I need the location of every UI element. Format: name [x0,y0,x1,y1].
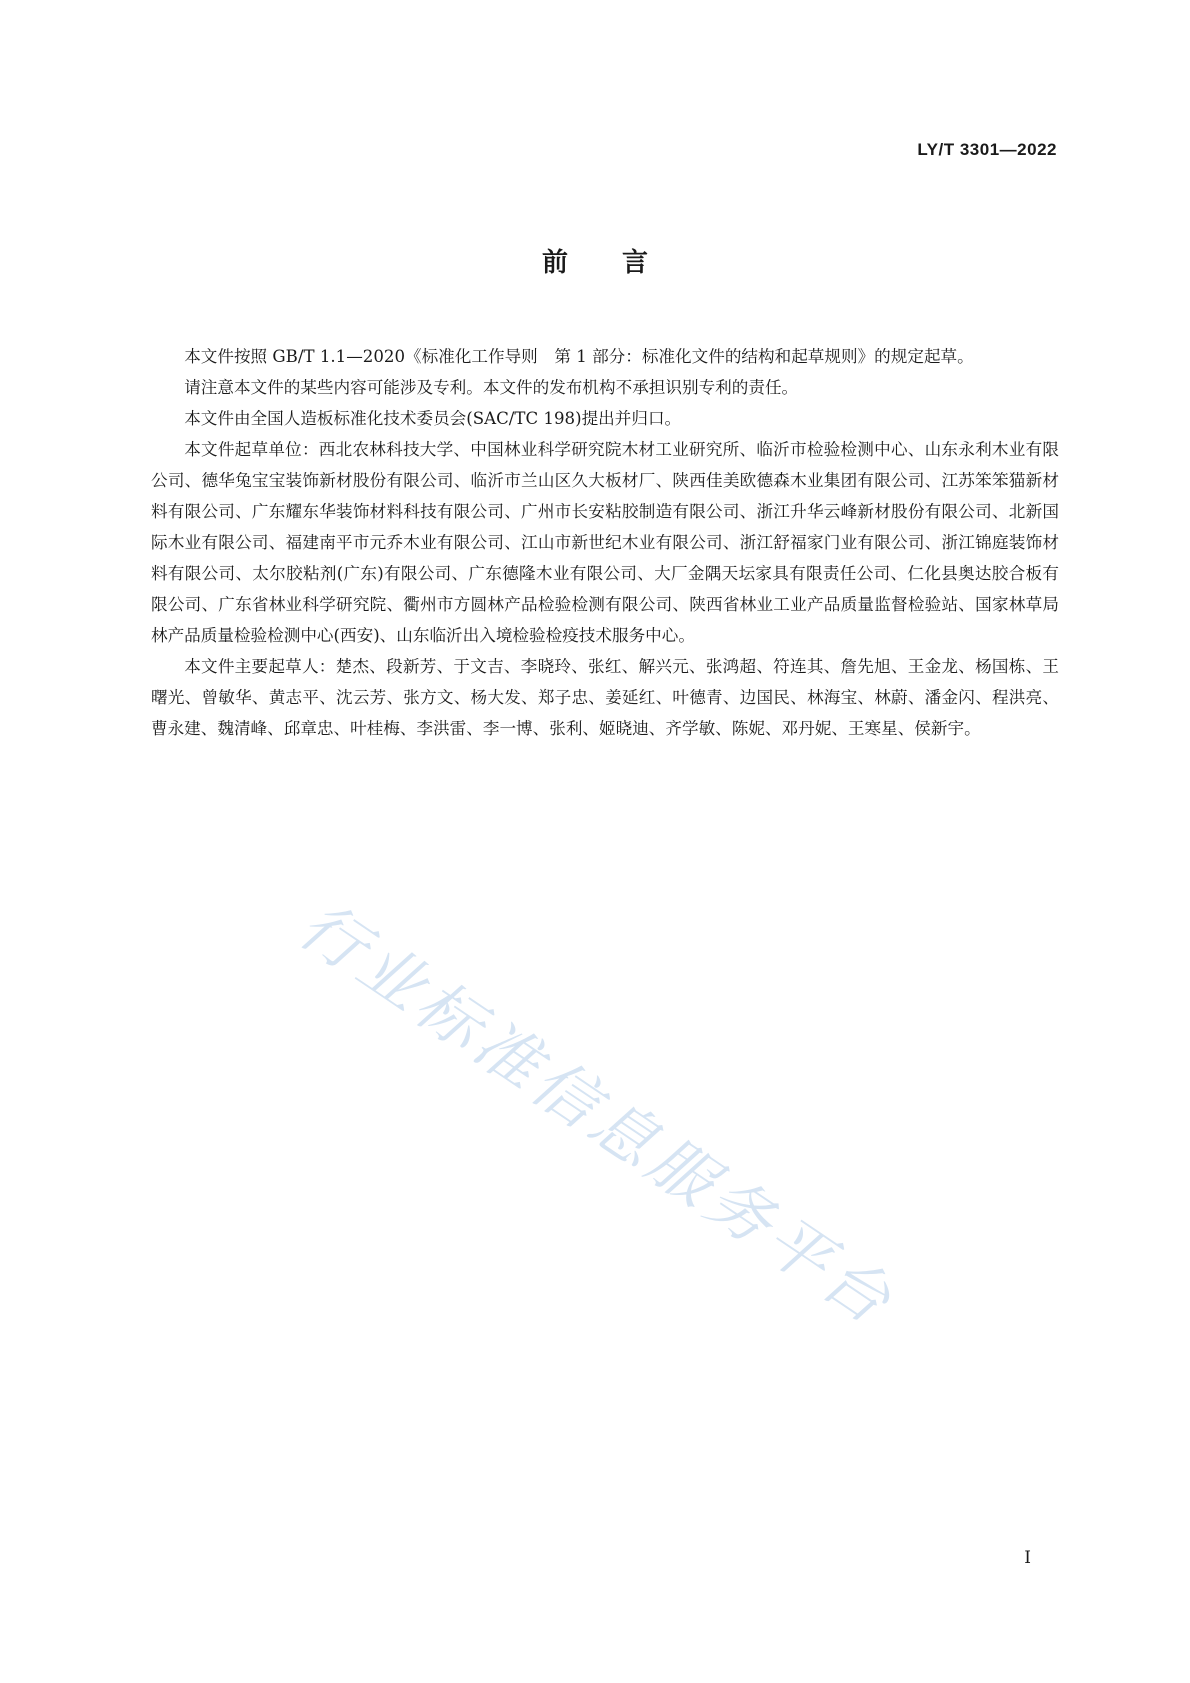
foreword-body [151,341,1059,744]
standard-code: LY/T 3301—2022 [917,140,1057,159]
page-title: 前言 [541,248,702,278]
paragraph-proposer: 本文件由全国人造板标准化技术委员会(SAC/TC 198)提出并归口。 [184,409,682,428]
paragraph-patent-notice: 请注意本文件的某些内容可能涉及专利。本文件的发布机构不承担识别专利的责任。 [184,378,799,397]
paragraph-drafters: 本文件主要起草人：楚杰、段新芳、于文吉、李晓玲、张红、解兴元、张鸿超、符连其、詹先旭、王金龙、杨国栋、王曙光、曾敏华、黄志平、沈云芳、张方文、杨大发、郑子忠、姜延红、叶德青、边国民、林海宝、林蔚、潘金闪、程洪亮、曹永建、魏清峰、邱章忠、叶桂梅、李洪雷、李一博、张利、姬晓迪、齐学敏、陈妮、邓丹妮、王寒星、侯新宇。 [151,657,1059,738]
page-number: I [1024,1548,1031,1568]
paragraph-drafting-units: 本文件起草单位：西北农林科技大学、中国林业科学研究院木材工业研究所、临沂市检验检测中心、山东永利木业有限公司、德华兔宝宝装饰新材股份有限公司、临沂市兰山区久大板材厂、陕西佳美欧德森木业集团有限公司、江苏笨笨猫新材料有限公司、广东耀东华装饰材料科技有限公司、广州市长安粘胶制造有限公司、浙江升华云峰新材股份有限公司、北新国际木业有限公司、福建南平市元乔木业有限公司、江山市新世纪木业有限公司、浙江舒福家门业有限公司、浙江锦庭装饰材料有限公司、太尔胶粘剂(广东)有限公司、广东德隆木业有限公司、大厂金隅天坛家具有限责任公司、仁化县奥达胶合板有限公司、广东省林业科学研究院、衢州市方圆林产品检验检测有限公司、陕西省林业工业产品质量监督检验站、国家林草局林产品质量检验检测中心(西安)、山东临沂出入境检验检疫技术服务中心。 [151,440,1059,645]
watermark: 行业标准信息服务平台 [285,888,908,1342]
paragraph-drafting-rules: 本文件按照 GB/T 1.1—2020《标准化工作导则 第 1 部分：标准化文件的结构和起草规则》的规定起草。 [184,347,974,366]
